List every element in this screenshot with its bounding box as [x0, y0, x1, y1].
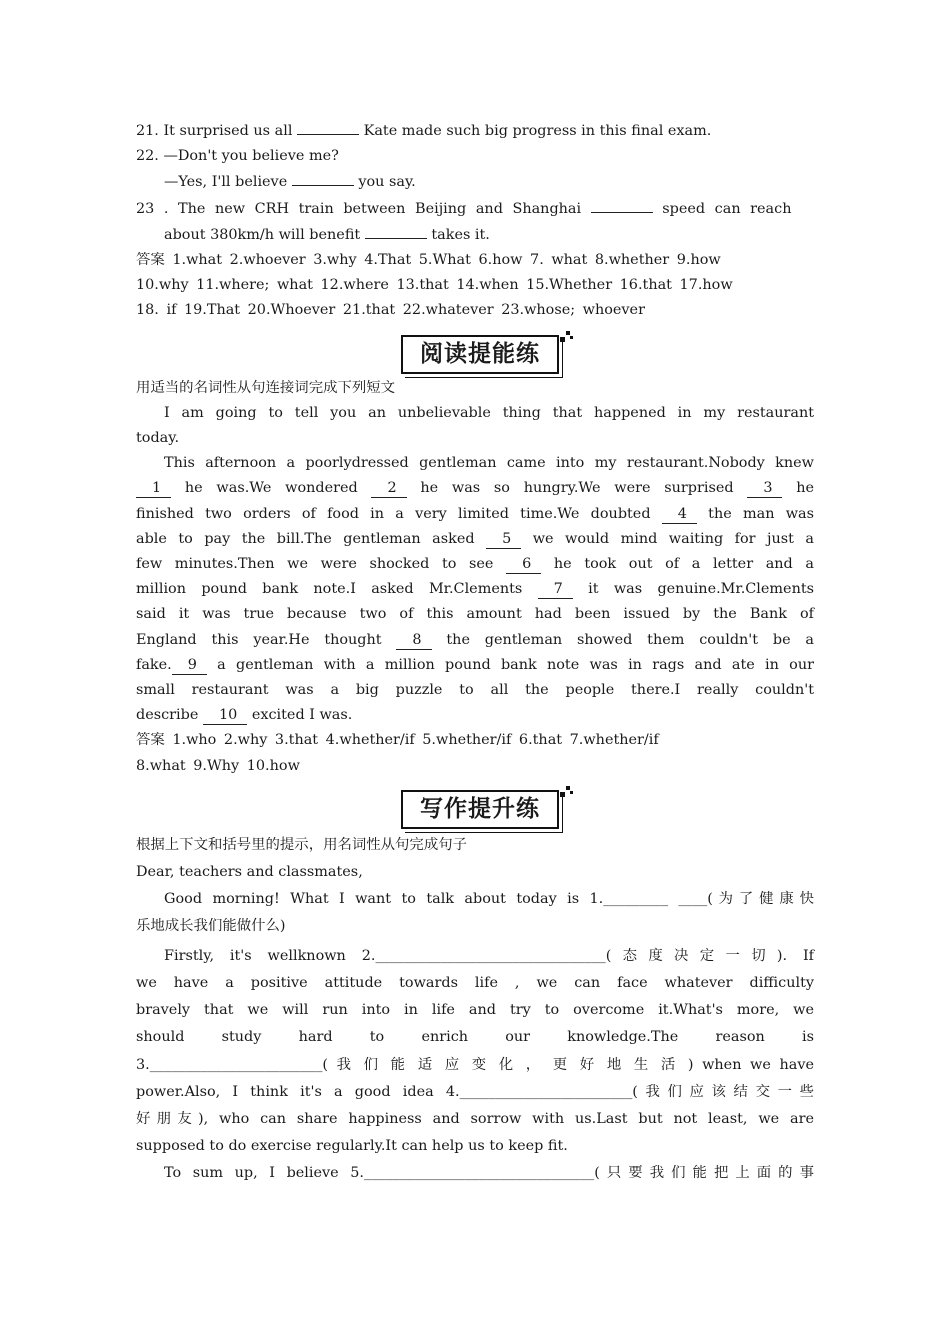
reading-line-3-b: the man was [696, 505, 814, 522]
writing-line-3-b: (态度决定一切). If [605, 947, 814, 964]
writing-line-5: bravely that we will run into in life and try to overcome it.What's more, we [136, 1002, 814, 1019]
writing-heading-wrap [136, 783, 814, 839]
reading-line-9 [136, 653, 814, 678]
reading-line-9-b: a gentleman with a million pound bank note was in rags and ate in our [206, 656, 814, 673]
writing-blank-3[interactable]: ________________________ [149, 1056, 323, 1073]
writing-line-3 [136, 944, 814, 969]
writing-line-8-b: (我们应该结交一些 [632, 1083, 814, 1100]
q23-text-before2: about 380km/h will benefit [164, 226, 365, 243]
reading-line-3-a: finished two orders of food in a very limited time.We doubted [136, 505, 662, 522]
answer-line-1: 答案 1.what 2.whoever 3.why 4.That 5.What 6.how 7. what 8.whether 9.how [136, 252, 721, 269]
blank-7[interactable]: 7 [538, 581, 573, 599]
writing-line-8 [136, 1080, 814, 1105]
reading-line-6 [136, 577, 814, 602]
writing-line-11-b: (只要我们能把上面的事 [594, 1165, 814, 1182]
reading-instruction: 用适当的名词性从句连接词完成下列短文 [136, 379, 396, 396]
q23-text-after2: takes it. [426, 226, 490, 243]
reading-line-2-c: he [782, 480, 815, 497]
reading-line-8-a: England this year.He thought [136, 631, 397, 648]
reading-line-6-b: it was genuine.Mr.Clements [572, 581, 815, 598]
q21-text-before: 21. It surprised us all [136, 123, 298, 139]
reading-answer-line-1: 答案 1.who 2.why 3.that 4.whether/if 5.whether/if 6.that 7.whether/if [136, 732, 659, 749]
reading-line-1: This afternoon a poorlydressed gentleman came into my restaurant.Nobody knew [164, 455, 814, 472]
question-22-reply [136, 169, 814, 195]
reading-line-2 [136, 476, 814, 501]
writing-instruction: 根据上下文和括号里的提示，用名词性从句完成句子 [136, 836, 467, 853]
reading-line-9-a: fake. [136, 656, 172, 673]
writing-blank-1[interactable]: _________ ____ [603, 891, 708, 908]
q21-text-after: Kate made such big progress in this final exam. [359, 123, 712, 139]
blank-3[interactable]: 3 [747, 480, 782, 498]
reading-line-8-b: the gentleman showed them couldn't be a [431, 631, 814, 648]
q23-text-after1: speed can reach [652, 200, 792, 217]
answer-line-3: 18. if 19.That 20.Whoever 21.that 22.whatever 23.whose; whoever [136, 302, 645, 319]
writing-blank-4[interactable]: ________________________ [459, 1083, 633, 1100]
reading-line-10: small restaurant was a big puzzle to all the people there.I really couldn't [136, 682, 814, 699]
q22-blank[interactable] [292, 169, 354, 186]
blank-2[interactable]: 2 [371, 480, 406, 498]
writing-line-1 [136, 887, 814, 912]
reading-line-4 [136, 527, 814, 552]
blank-10[interactable]: 10 [203, 707, 247, 725]
q23-blank-2[interactable] [365, 222, 427, 239]
writing-line-7-a: 3. [136, 1056, 150, 1073]
writing-blank-5[interactable]: ________________________________ [364, 1165, 595, 1182]
reading-line-8 [136, 628, 814, 653]
blank-1[interactable]: 1 [136, 480, 171, 498]
q21-blank[interactable] [297, 118, 359, 135]
writing-line-2: 乐地成长我们能做什么) [136, 918, 286, 935]
reading-line-4-a: able to pay the bill.The gentleman asked [136, 530, 487, 547]
q22-text-after: you say. [353, 174, 416, 191]
writing-line-1-a: Good morning! What I want to talk about today is 1. [164, 891, 604, 908]
reading-intro-2: today. [136, 430, 180, 447]
reading-line-4-b: we would mind waiting for just a [521, 530, 814, 547]
writing-line-1-b: (为了健康快 [707, 891, 814, 908]
answer-line-2: 10.why 11.where; what 12.where 13.that 14.when 15.Whether 16.that 17.how [136, 277, 733, 294]
question-22 [136, 144, 814, 169]
blank-6[interactable]: 6 [506, 556, 541, 574]
question-23 [136, 196, 814, 222]
writing-line-3-a: Firstly, it's wellknown 2. [164, 947, 376, 964]
reading-heading: 阅读提能练 [401, 335, 559, 374]
blank-8[interactable]: 8 [396, 632, 431, 650]
reading-intro-1: I am going to tell you an unbelievable thing that happened in my restaurant [164, 404, 814, 421]
reading-line-11-a: describe [136, 707, 203, 724]
question-21 [136, 118, 814, 144]
blank-9[interactable]: 9 [172, 657, 207, 675]
reading-line-5-b: he took out of a letter and a [541, 556, 814, 573]
document-page [136, 118, 814, 1187]
writing-line-8-a: power.Also, I think it's a good idea 4. [136, 1083, 460, 1100]
corner-squares-icon [560, 331, 574, 345]
question-23-cont [136, 222, 814, 248]
q23-text-before1: 23 . The new CRH train between Beijing and Shanghai [136, 200, 591, 217]
writing-heading: 写作提升练 [401, 790, 559, 829]
reading-answer-line-2: 8.what 9.Why 10.how [136, 757, 300, 774]
corner-squares-icon [560, 786, 574, 800]
reading-line-11 [136, 703, 814, 728]
reading-line-2-a: he was.We wondered [171, 480, 372, 497]
blank-5[interactable]: 5 [486, 531, 521, 549]
writing-line-4: we have a positive attitude towards life , we can face whatever difficulty [136, 974, 814, 991]
q22-line1: 22. —Don't you believe me? [136, 148, 339, 165]
writing-line-6: should study hard to enrich our knowledge.The reason is [136, 1029, 814, 1046]
reading-line-5 [136, 552, 814, 577]
reading-line-6-a: million pound bank note.I asked Mr.Clements [136, 581, 538, 598]
q22-text-before: —Yes, I'll believe [164, 174, 292, 191]
reading-line-5-a: few minutes.Then we were shocked to see [136, 556, 507, 573]
blank-4[interactable]: 4 [662, 506, 697, 524]
writing-salutation: Dear, teachers and classmates, [136, 864, 363, 881]
q23-blank-1[interactable] [591, 196, 653, 213]
reading-line-2-b: he was so hungry.We were surprised [406, 480, 748, 497]
writing-line-9: 好朋友), who can share happiness and sorrow with us.Last but not least, we are [136, 1110, 814, 1127]
writing-blank-2[interactable]: ________________________________ [375, 947, 606, 964]
writing-line-10: supposed to do exercise regularly.It can help us to keep fit. [136, 1138, 568, 1155]
writing-line-11-a: To sum up, I believe 5. [164, 1165, 364, 1182]
reading-line-7: said it was true because two of this amount had been issued by the Bank of [136, 606, 814, 623]
reading-line-11-b: excited I was. [247, 707, 353, 724]
writing-line-7-b: ( 我 们 能 适 应 变 化 ， 更 好 地 生 活 ) when we have [322, 1056, 814, 1073]
writing-line-11 [136, 1161, 814, 1186]
writing-line-7 [136, 1053, 814, 1078]
reading-line-3 [136, 502, 814, 527]
